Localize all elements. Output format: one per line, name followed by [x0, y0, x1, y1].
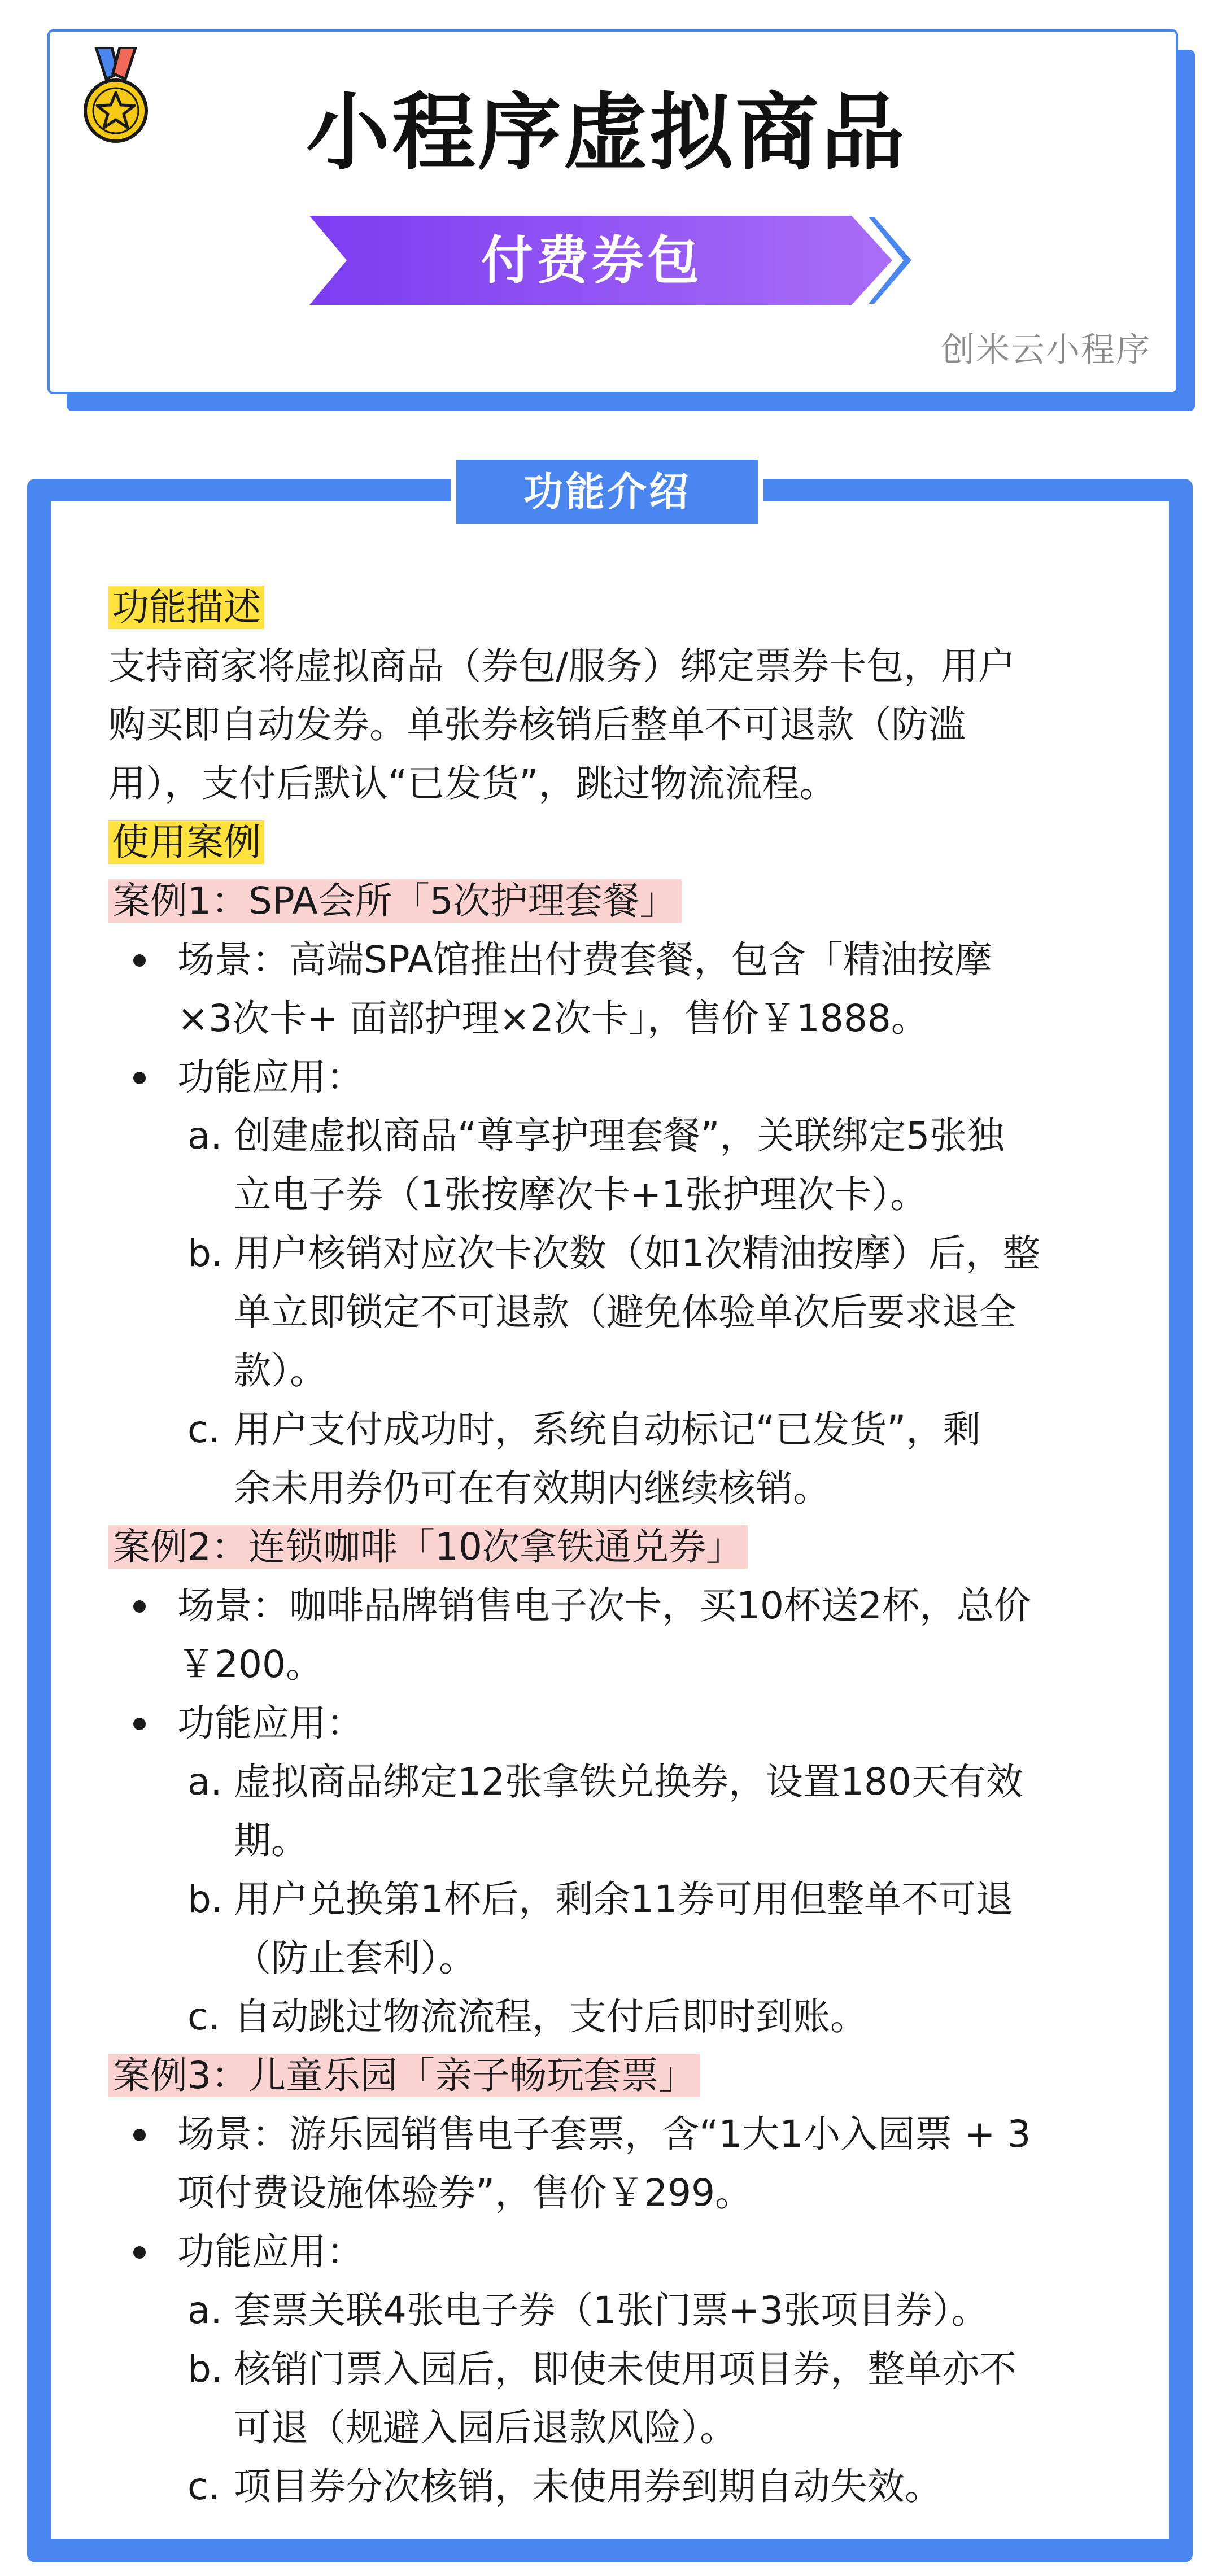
apply-bullet: [108, 1048, 1125, 1107]
case-title: 案例2：连锁咖啡「10次拿铁通兑券」: [108, 1525, 748, 1569]
apply-label: 功能应用：: [177, 1055, 364, 1099]
sub-marker: c.: [187, 2465, 220, 2508]
sub-marker: b.: [187, 2347, 223, 2391]
sub-item: [108, 1400, 1125, 1518]
sub-marker: a.: [187, 2289, 222, 2332]
description-line: 购买即自动发券。单张券核销后整单不可退款（防滥: [108, 703, 966, 746]
case-title: 案例3：儿童乐园「亲子畅玩套票」: [108, 2054, 700, 2097]
sub-item: [108, 2340, 1125, 2457]
sub-line: 项目券分次核销，未使用券到期自动失效。: [234, 2465, 942, 2508]
content-body: [108, 578, 1125, 2516]
scene-line: 场景：咖啡品牌销售电子次卡，买10杯送2杯，总价: [177, 1584, 1031, 1627]
sub-marker: b.: [187, 1232, 223, 1275]
description-heading: 功能描述: [108, 586, 264, 629]
apply-label: 功能应用：: [177, 2230, 364, 2273]
apply-bullet: [108, 1694, 1125, 1753]
sub-line: 期。: [234, 1819, 308, 1862]
sub-line: 余未用券仍可在有效期内继续核销。: [234, 1466, 830, 1510]
apply-bullet: [108, 2223, 1125, 2281]
sub-marker: c.: [187, 1408, 220, 1451]
scene-line: ￥200。: [177, 1643, 323, 1686]
scene-line: 项付费设施体验券”，售价￥299。: [177, 2171, 753, 2215]
sub-line: 创建虚拟商品“尊享护理套餐”，关联绑定5张独: [234, 1114, 1005, 1158]
sub-marker: b.: [187, 1878, 223, 1921]
sub-marker: a.: [187, 1760, 222, 1804]
sub-line: 可退（规避入园后退款风险）。: [234, 2406, 737, 2450]
sub-item: [108, 1753, 1125, 1870]
apply-label: 功能应用：: [177, 1701, 364, 1745]
sub-item: [108, 2457, 1125, 2516]
sub-line: 用户支付成功时，系统自动标记“已发货”，剩: [234, 1408, 981, 1451]
page-title: 小程序虚拟商品: [306, 84, 907, 181]
cases-heading: 使用案例: [108, 820, 264, 864]
sub-item: [108, 2281, 1125, 2340]
scene-line: 场景：游乐园销售电子套票，含“1大1小入园票 + 3: [177, 2112, 1031, 2156]
sub-line: （防止套利）。: [234, 1936, 476, 1980]
scene-bullet: [108, 931, 1125, 1048]
sub-line: 套票关联4张电子券（1张门票+3张项目券）。: [234, 2289, 989, 2332]
sub-line: 核销门票入园后，即使未使用项目券，整单亦不: [234, 2347, 1016, 2391]
sub-line: 单立即锁定不可退款（避免体验单次后要求退全: [234, 1290, 1016, 1334]
sub-item: [108, 1107, 1125, 1224]
sub-marker: c.: [187, 1995, 220, 2038]
scene-bullet: [108, 2105, 1125, 2223]
description-line: 用），支付后默认“已发货”，跳过物流流程。: [108, 762, 837, 805]
scene-line: ×3次卡+ 面部护理×2次卡」，售价￥1888。: [177, 997, 928, 1040]
description-line: 支持商家将虚拟商品（券包/服务）绑定票券卡包，用户: [108, 644, 1016, 688]
case-title: 案例1：SPA会所「5次护理套餐」: [108, 879, 682, 923]
sub-line: 用户兑换第1杯后，剩余11券可用但整单不可退: [234, 1878, 1013, 1921]
sub-line: 自动跳过物流流程，支付后即时到账。: [234, 1995, 867, 2038]
brand-label: 创米云小程序: [941, 330, 1151, 370]
sub-item: [108, 1870, 1125, 1988]
scene-bullet: [108, 1577, 1125, 1694]
sub-item: [108, 1224, 1125, 1400]
sub-marker: a.: [187, 1114, 222, 1158]
sub-line: 虚拟商品绑定12张拿铁兑换券，设置180天有效: [234, 1760, 1023, 1804]
section-tab: 功能介绍: [451, 454, 763, 530]
sub-item: [108, 1988, 1125, 2046]
sub-line: 款）。: [234, 1349, 327, 1392]
scene-line: 场景：高端SPA馆推出付费套餐，包含「精油按摩: [177, 938, 992, 981]
sub-line: 立电子券（1张按摩次卡+1张护理次卡）。: [234, 1173, 928, 1216]
sub-line: 用户核销对应次卡次数（如1次精油按摩）后，整: [234, 1232, 1040, 1275]
ribbon-label: 付费券包: [481, 230, 703, 291]
